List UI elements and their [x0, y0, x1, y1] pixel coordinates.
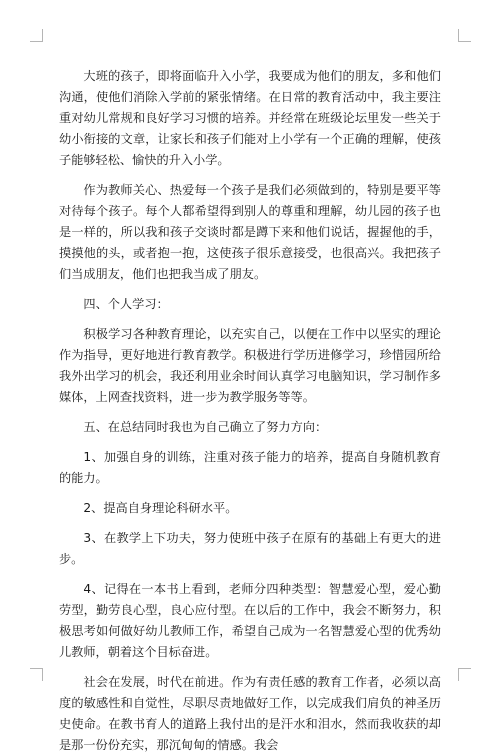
crop-mark-top-right — [458, 29, 471, 42]
goal-item-1: 1、加强自身的训练，注重对孩子能力的培养，提高自身随机教育的能力。 — [59, 450, 441, 485]
crop-mark-top-left — [30, 29, 43, 42]
goal-item-4: 4、记得在一本书上看到，老师分四种类型：智慧爱心型，爱心勤劳型，勤劳良心型，良心应付型。在以后的工作中，我会不断努力，积极思考如何做好幼儿教师工作，希望自己成为一名智慧爱心型的优秀幼儿教师，朝着这个目标奋进。 — [59, 582, 441, 659]
section-heading-goals: 五、在总结同时我也为自己确立了努力方向： — [83, 420, 328, 434]
goal-item-2: 2、提高自身理论科研水平。 — [83, 501, 238, 515]
paragraph-transition-to-primary: 大班的孩子，即将面临升入小学，我要成为他们的朋友，多和他们沟通，使他们消除入学前的紧张情绪。在日常的教育活动中，我主要注重对幼儿常规和良好学习习惯的培养。并经常在班级论坛里发一些关于幼小衔接的文章，让家长和孩子们能对上小学有一个正确的理解，使孩子能够轻松、愉快的升入小学。 — [59, 69, 441, 167]
crop-mark-bottom-left — [30, 668, 43, 681]
paragraph-personal-study: 积极学习各种教育理论，以充实自己，以便在工作中以坚实的理论作为指导，更好地进行教育教学。积极进行学历进修学习，珍惜园所给我外出学习的机会，我还利用业余时间认真学习电脑知识，学习制作多媒体，上网查找资料，进一步为教学服务等等。 — [59, 327, 441, 404]
crop-mark-bottom-right — [458, 668, 471, 681]
paragraph-care-for-children: 作为教师关心、热爱每一个孩子是我们必须做到的，特别是要平等对待每个孩子。每个人都希望得到别人的尊重和理解，幼儿园的孩子也是一样的，所以我和孩子交谈时都是蹲下来和他们说话，握握他的手，摸摸他的头，或者抱一抱，这使孩子很乐意接受，也很高兴。我把孩子们当成朋友，他们也把我当成了朋友。 — [59, 183, 441, 281]
paragraph-closing: 社会在发展，时代在前进。作为有责任感的教育工作者，必须以高度的敏感性和自觉性，尽职尽责地做好工作，以完成我们肩负的神圣历史使命。在教书育人的道路上我付出的是汗水和泪水，然而我收获的却是那一份份充实，那沉甸甸的情感。我会 — [59, 675, 441, 752]
section-heading-personal-study: 四、个人学习： — [83, 297, 169, 311]
document-body — [59, 66, 441, 756]
goal-item-3: 3、在教学上下功夫，努力使班中孩子在原有的基础上有更大的进步。 — [59, 531, 441, 566]
